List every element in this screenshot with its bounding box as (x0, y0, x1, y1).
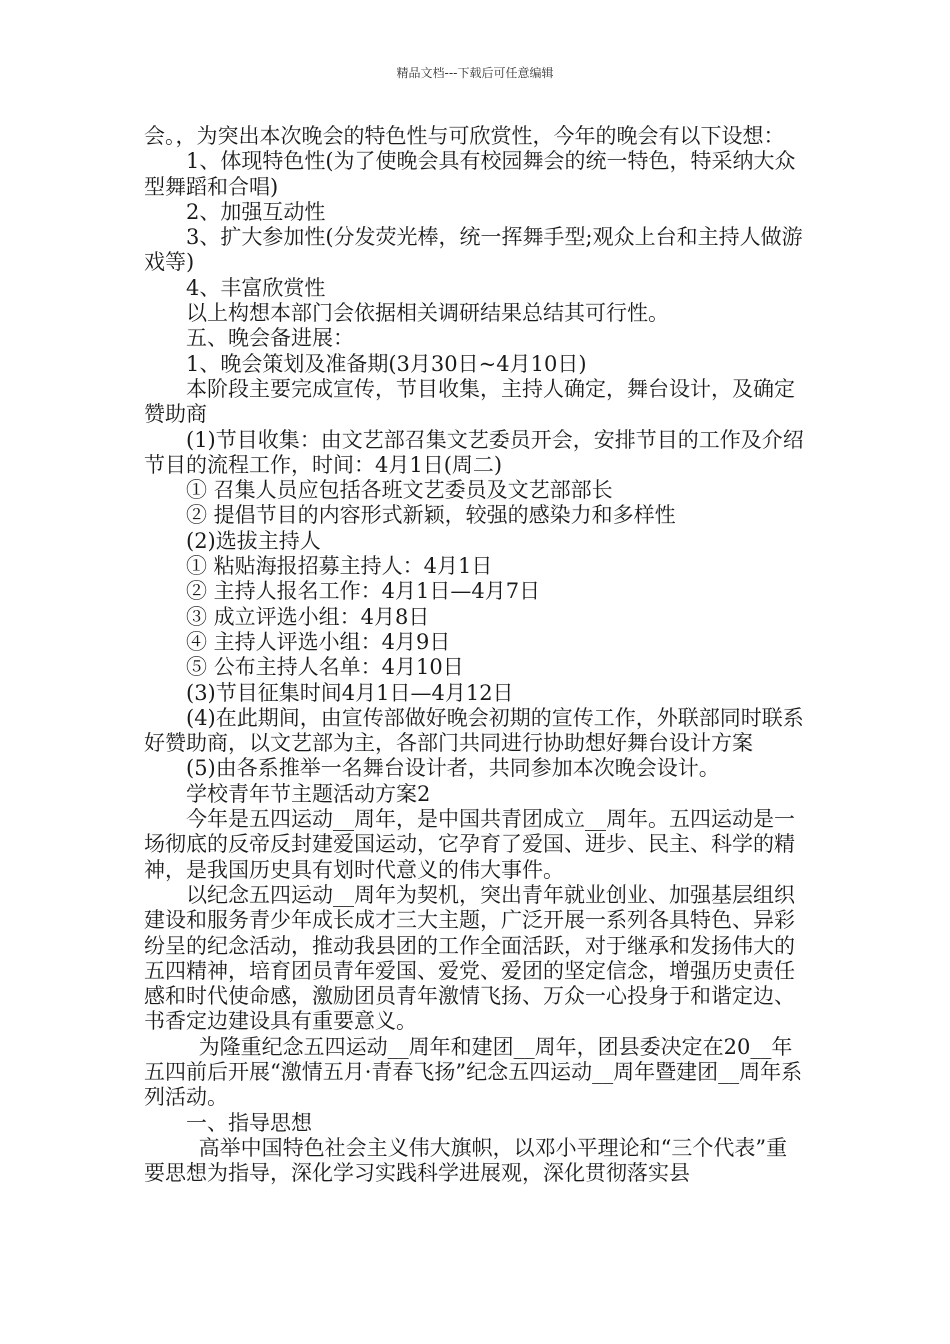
list-item: (4)在此期间，由宣传部做好晚会初期的宣传工作，外联部同时联系好赞助商，以文艺部为主，各部门共同进行协助想好舞台设计方案 (144, 705, 804, 756)
list-item: 2、加强互动性 (186, 199, 326, 224)
list-item: ⑤ 公布主持人名单：4月10日 (186, 655, 464, 680)
paragraph: 以上构想本部门会依据相关调研结果总结其可行性。 (186, 301, 669, 326)
paragraph: 会。，为突出本次晚会的特色性与可欣赏性，今年的晚会有以下设想： (144, 124, 785, 148)
paragraph: 今年是五四运动__周年，是中国共青团成立__周年。五四运动是一场彻底的反帝反封建爱国运动，它孕育了爱国、进步、民主、科学的精神，是我国历史具有划时代意义的伟大事件。 (144, 807, 795, 882)
paragraph: 为隆重纪念五四运动__周年和建团__周年，团县委决定在20__年五四前后开展“激情五月·青春飞扬”纪念五四运动__周年暨建团__周年系列活动。 (144, 1034, 803, 1110)
list-item: 1、体现特色性(为了使晚会具有校园舞会的统一特色，特采纳大众型舞蹈和合唱) (144, 149, 796, 199)
paragraph: 以纪念五四运动__周年为契机，突出青年就业创业、加强基层组织建设和服务青少年成长成才三大主题，广泛开展一系列各具特色、异彩纷呈的纪念活动，推动我县团的工作全面活跃，对于继承和发扬伟大的五四精神，培育团员青年爱国、爱党、爱团的坚定信念，增强历史责任感和时代使命感，激励团员青年激情飞扬、万众一心投身于和谐定边、书香定边建设具有重要意义。 (144, 882, 795, 1034)
section-heading: 一、指导思想 (186, 1110, 312, 1135)
paragraph: 高举中国特色社会主义伟大旗帜，以邓小平理论和“三个代表”重要思想为指导，深化学习实践科学进展观，深化贯彻落实县 (144, 1135, 788, 1186)
list-item: (1)节目收集：由文艺部召集文艺委员开会，安排节目的工作及介绍节目的流程工作，时间：4月1日(周二) (144, 427, 804, 477)
section-heading: 学校青年节主题活动方案2 (186, 781, 431, 806)
document-body (144, 124, 808, 1186)
list-item: ① 召集人员应包括各班文艺委员及文艺部部长 (186, 478, 613, 503)
list-item: ② 主持人报名工作：4月1日—4月7日 (186, 579, 541, 604)
list-item: 4、丰富欣赏性 (186, 275, 326, 300)
list-item: (5)由各系推举一名舞台设计者，共同参加本次晚会设计。 (186, 756, 720, 781)
list-item: ③ 成立评选小组：4月8日 (186, 604, 430, 629)
page-header: 精品文档---下载后可任意编辑 (396, 66, 554, 80)
section-heading: 五、晚会备进展： (186, 326, 354, 351)
list-item: 3、扩大参加性(分发荧光棒，统一挥舞手型;观众上台和主持人做游戏等) (144, 225, 803, 275)
paragraph: 本阶段主要完成宣传，节目收集，主持人确定，舞台设计，及确定赞助商 (144, 376, 795, 427)
list-item: (3)节目征集时间4月1日—4月12日 (186, 680, 514, 705)
list-item: ② 提倡节目的内容形式新颖，较强的感染力和多样性 (186, 503, 676, 528)
list-item: ④ 主持人评选小组：4月9日 (186, 629, 451, 654)
list-item: (2)选拔主持人 (186, 528, 321, 553)
list-item: ① 粘贴海报招募主持人：4月1日 (186, 554, 493, 579)
list-item: 1、晚会策划及准备期(3月30日~4月10日) (186, 351, 587, 376)
